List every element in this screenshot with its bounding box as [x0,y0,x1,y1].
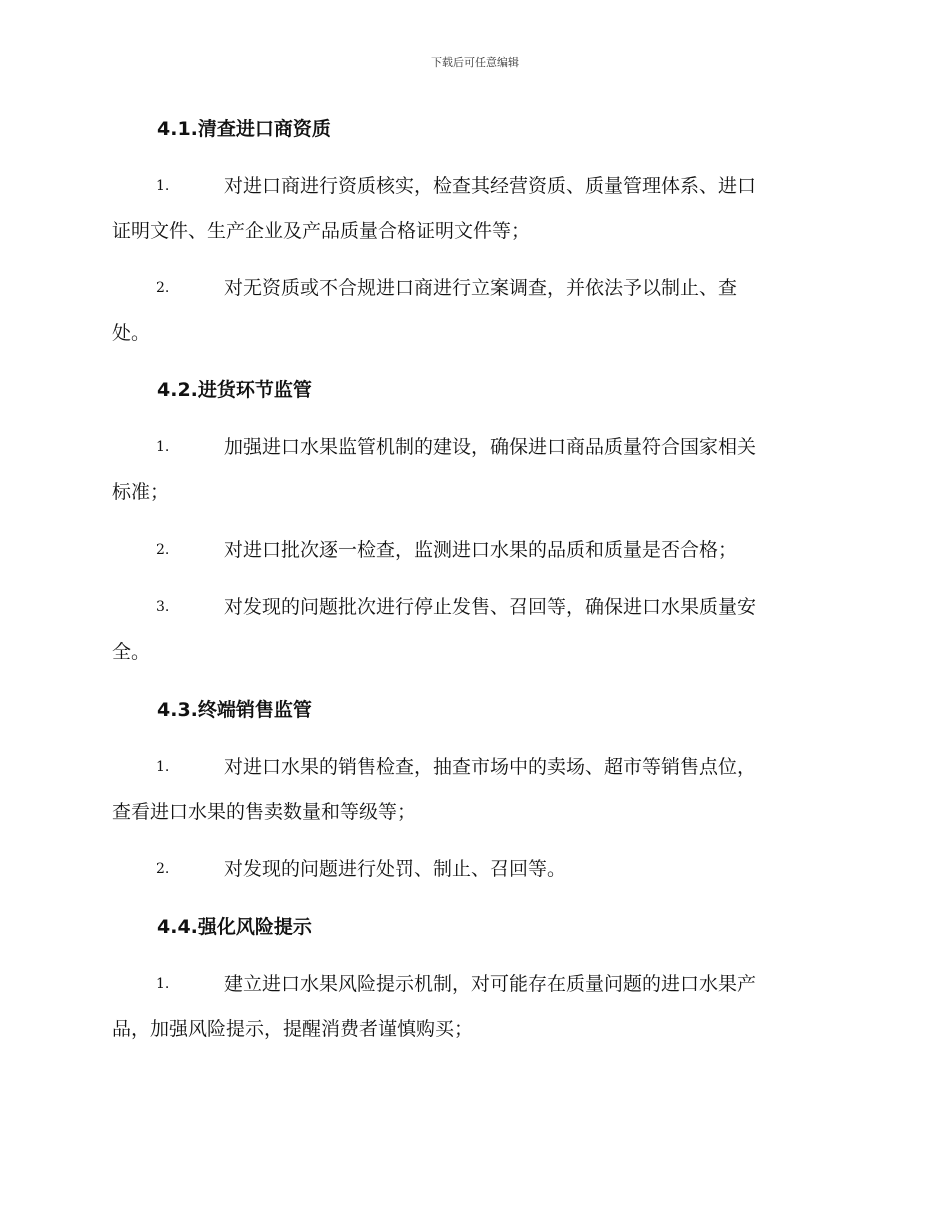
list-item-text: 加强进口水果监管机制的建设，确保进口商品质量符合国家相关 [224,436,757,458]
list-number: 2. [156,542,170,558]
list-item [112,745,834,835]
list-item-text-cont: 查看进口水果的售卖数量和等级等； [112,801,417,823]
list-number: 2. [156,861,170,877]
list-item-text-cont: 标准； [112,481,170,503]
list-item-text: 对进口商进行资质核实，检查其经营资质、质量管理体系、进口 [224,175,757,197]
list-number: 1. [156,439,170,455]
section-heading-4-4: 4.4.强化风险提示 [157,916,312,938]
page-header: 下载后可任意编辑 [431,56,519,69]
list-item [112,847,834,892]
list-item-text: 建立进口水果风险提示机制，对可能存在质量问题的进口水果产 [224,973,757,995]
list-number: 1. [156,178,170,194]
list-item [112,585,834,675]
list-number: 3. [156,599,170,615]
list-item-text: 对无资质或不合规进口商进行立案调查，并依法予以制止、查 [224,277,738,299]
list-item-text: 对进口批次逐一检查，监测进口水果的品质和质量是否合格； [224,539,738,561]
section-heading-4-3: 4.3.终端销售监管 [157,699,312,721]
list-item [112,164,834,254]
list-item [112,266,834,356]
list-item-text: 对进口水果的销售检查，抽查市场中的卖场、超市等销售点位， [224,756,757,778]
list-item-text-cont: 全。 [112,641,151,663]
list-item [112,962,834,1052]
list-item-text: 对发现的问题批次进行停止发售、召回等，确保进口水果质量安 [224,596,757,618]
section-heading-4-2: 4.2.进货环节监管 [157,379,312,401]
list-number: 1. [156,759,170,775]
list-item [112,425,834,515]
list-item-text-cont: 证明文件、生产企业及产品质量合格证明文件等； [112,220,531,242]
list-item-text-cont: 处。 [112,322,151,344]
list-item-text: 对发现的问题进行处罚、制止、召回等。 [224,858,567,880]
list-item [112,528,834,573]
list-number: 1. [156,976,170,992]
list-number: 2. [156,280,170,296]
list-item-text-cont: 品，加强风险提示，提醒消费者谨慎购买； [112,1018,474,1040]
section-heading-4-1: 4.1.清查进口商资质 [157,118,331,140]
